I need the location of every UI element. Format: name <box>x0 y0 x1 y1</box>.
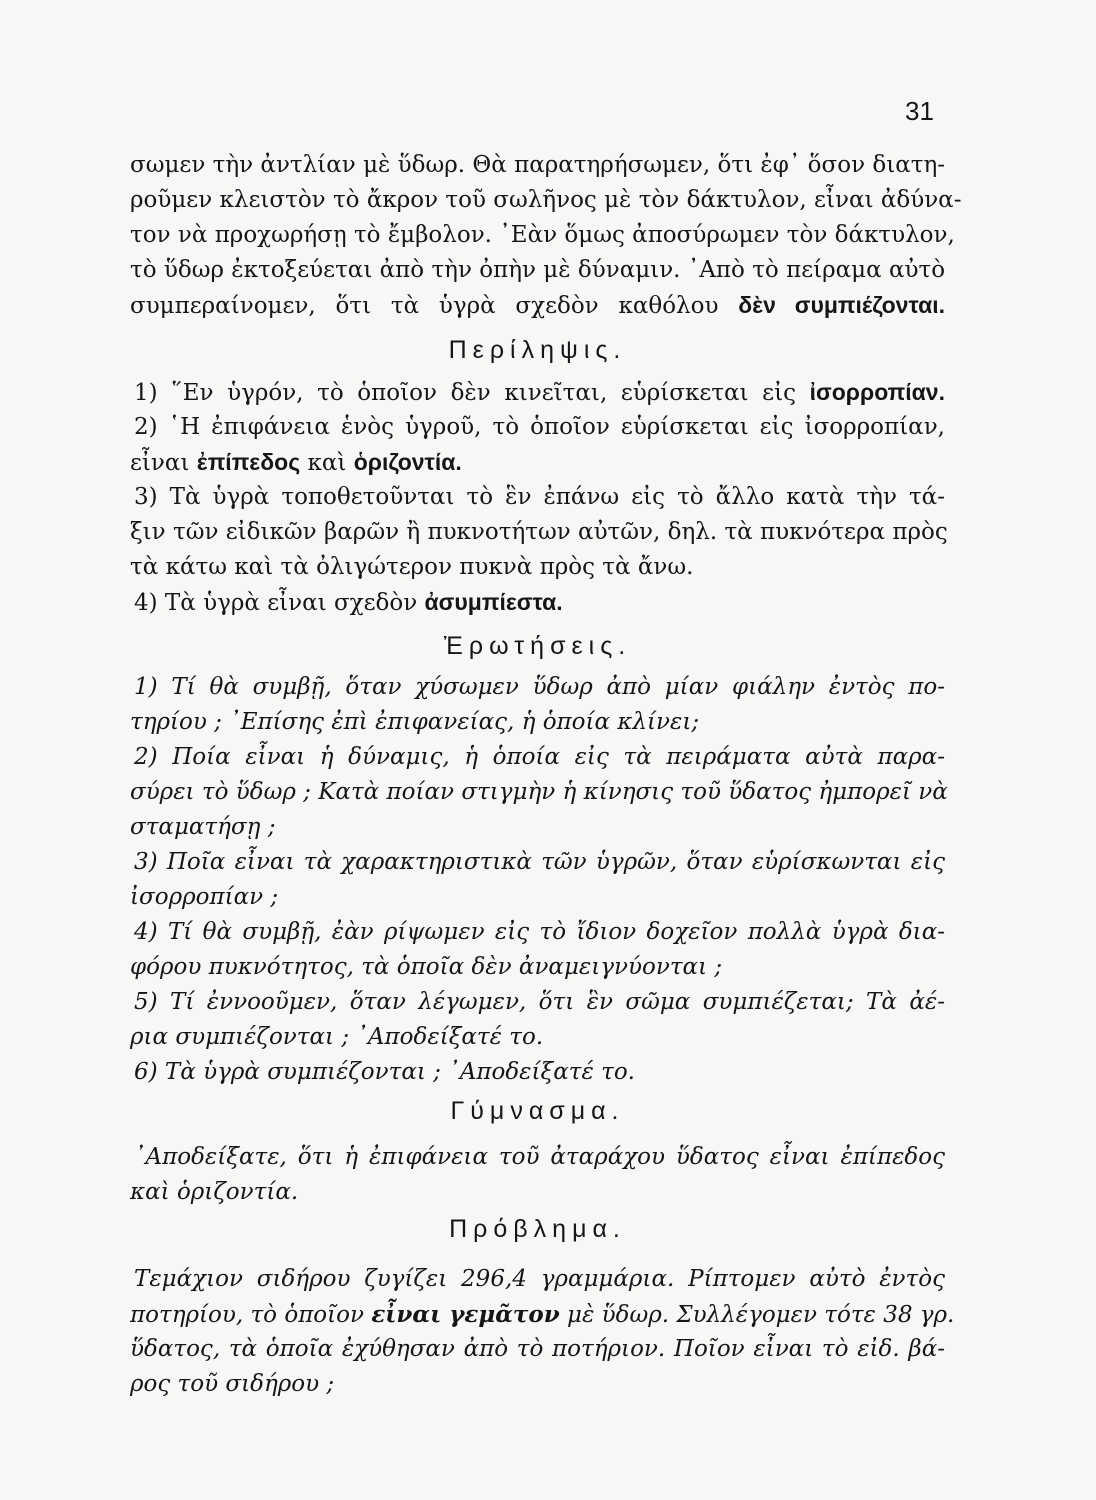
text-line: σωμεν τὴν ἀντλίαν μὲ ὕδωρ. Θὰ παρατηρήσωμεν, ὅτι ἐφ᾿ ὅσον διατη- <box>130 152 946 178</box>
question-line: 1) Τί θὰ συμβῇ, ὅταν χύσωμεν ὕδωρ ἀπὸ μίαν φιάλην ἐντὸς πο- <box>134 674 945 700</box>
question-line: φόρου πυκνότητος, τὰ ὁποῖα δὲν ἀναμειγνύονται ; <box>130 954 723 980</box>
text-line <box>130 288 945 323</box>
problem-line: ρος τοῦ σιδήρου ; <box>130 1371 335 1397</box>
intro-paragraph <box>130 148 962 323</box>
summary-item: 2) ῾Η ἐπιφάνεια ἑνὸς ὑγροῦ, τὸ ὁποῖον εὑρίσκεται εἰς ἰσορροπίαν, <box>134 414 945 440</box>
bold-term: δὲν συμπιέζονται. <box>738 292 945 318</box>
question-line: ρια συμπιέζονται ; ᾿Αποδείξατέ το. <box>130 1024 544 1050</box>
text-span: 4) Τὰ ὑγρὰ εἶναι σχεδὸν <box>134 590 418 616</box>
summary-item: 3) Τὰ ὑγρὰ τοποθετοῦνται τὸ ἓν ἐπάνω εἰς τὸ ἄλλο κατὰ τὴν τά- <box>134 484 945 510</box>
question-line: 3) Ποῖα εἶναι τὰ χαρακτηριστικὰ τῶν ὑγρῶν, ὅταν εὑρίσκωνται εἰς <box>134 849 945 875</box>
page-number: 31 <box>905 96 934 126</box>
exercise-heading: Γύμνασμα. <box>450 1097 625 1125</box>
bold-term: ὁριζοντία. <box>353 449 462 475</box>
summary-item <box>130 585 945 620</box>
exercise-section <box>130 1140 945 1210</box>
summary-heading: Περίληψις. <box>448 336 627 364</box>
question-line: σύρει τὸ ὕδωρ ; Κατὰ ποίαν στιγμὴν ἡ κίνησις τοῦ ὕδατος ἠμπορεῖ νὰ <box>130 779 948 805</box>
exercise-line: ᾿Αποδείξατε, ὅτι ἡ ἐπιφάνεια τοῦ ἀταράχου ὕδατος εἶναι ἐπίπεδος <box>134 1144 945 1170</box>
text-line: τὸ ὕδωρ ἐκτοξεύεται ἀπὸ τὴν ὀπὴν μὲ δύναμιν. ᾿Απὸ τὸ πείραμα αὐτὸ <box>130 257 946 283</box>
summary-item <box>130 375 945 410</box>
problem-section <box>130 1262 955 1402</box>
text-span: καὶ <box>307 450 347 476</box>
bold-term: εἶναι γεμᾶτον <box>371 1301 560 1328</box>
question-line: 2) Ποία εἶναι ἡ δύναμις, ἡ ὁποία εἰς τὰ πειράματα αὐτὰ παρα- <box>134 744 945 770</box>
summary-item-cont: τὰ κάτω καὶ τὰ ὀλιγώτερον πυκνὰ πρὸς τὰ ἄνω. <box>130 554 694 580</box>
summary-item-cont <box>130 445 945 480</box>
bold-term: ἀσυμπίεστα. <box>424 589 563 615</box>
question-line: 6) Τὰ ὑγρὰ συμπιέζονται ; ᾿Αποδείξατέ το. <box>134 1059 635 1085</box>
question-line: 5) Τί ἐννοοῦμεν, ὅταν λέγωμεν, ὅτι ἓν σῶμα συμπιέζεται; Τὰ ἀέ- <box>134 989 945 1015</box>
exercise-line: καὶ ὁριζοντία. <box>130 1179 299 1205</box>
questions-heading: Ἐρωτήσεις. <box>443 632 632 660</box>
text-span: μὲ ὕδωρ. Συλλέγομεν τότε 38 γρ. <box>567 1302 955 1328</box>
question-line: 4) Τί θὰ συμβῇ, ἐὰν ρίψωμεν εἰς τὸ ἴδιον δοχεῖον πολλὰ ὑγρὰ δια- <box>134 919 945 945</box>
problem-heading: Πρόβλημα. <box>449 1215 626 1243</box>
problem-line: ὕδατος, τὰ ὁποῖα ἐχύθησαν ἀπὸ τὸ ποτήριον. Ποῖον εἶναι τὸ εἰδ. βά- <box>130 1336 945 1362</box>
text-line: τον νὰ προχωρήσῃ τὸ ἔμβολον. ᾿Εὰν ὅμως ἀποσύρωμεν τὸν δάκτυλον, <box>130 222 955 248</box>
questions-section <box>130 670 948 1090</box>
text-span: 1) ῞Εν ὑγρόν, τὸ ὁποῖον δὲν κινεῖται, εὑρίσκεται εἰς <box>134 380 796 406</box>
problem-line <box>130 1297 955 1332</box>
question-line: τηρίου ; ᾿Επίσης ἐπὶ ἐπιφανείας, ἡ ὁποία κλίνει; <box>130 709 700 735</box>
bold-term: ἐπίπεδος <box>196 449 301 475</box>
bold-term: ἰσορροπίαν. <box>809 379 945 405</box>
text-span: ποτηρίου, τὸ ὁποῖον <box>130 1302 364 1328</box>
problem-line: Τεμάχιον σιδήρου ζυγίζει 296,4 γραμμάρια. Ρίπτομεν αὐτὸ ἐντὸς <box>134 1266 945 1292</box>
question-line: σταματήσῃ ; <box>130 814 276 840</box>
summary-section <box>130 375 948 620</box>
text-span: εἶναι <box>130 450 190 476</box>
text-line: ροῦμεν κλειστὸν τὸ ἄκρον τοῦ σωλῆνος μὲ τὸν δάκτυλον, εἶναι ἀδύνα- <box>130 187 962 213</box>
text-span: συμπεραίνομεν, ὅτι τὰ ὑγρὰ σχεδὸν καθόλου <box>130 293 719 319</box>
summary-item-cont: ξιν τῶν εἰδικῶν βαρῶν ἢ πυκνοτήτων αὐτῶν, δηλ. τὰ πυκνότερα πρὸς <box>130 519 948 545</box>
question-line: ἰσορροπίαν ; <box>130 884 279 910</box>
